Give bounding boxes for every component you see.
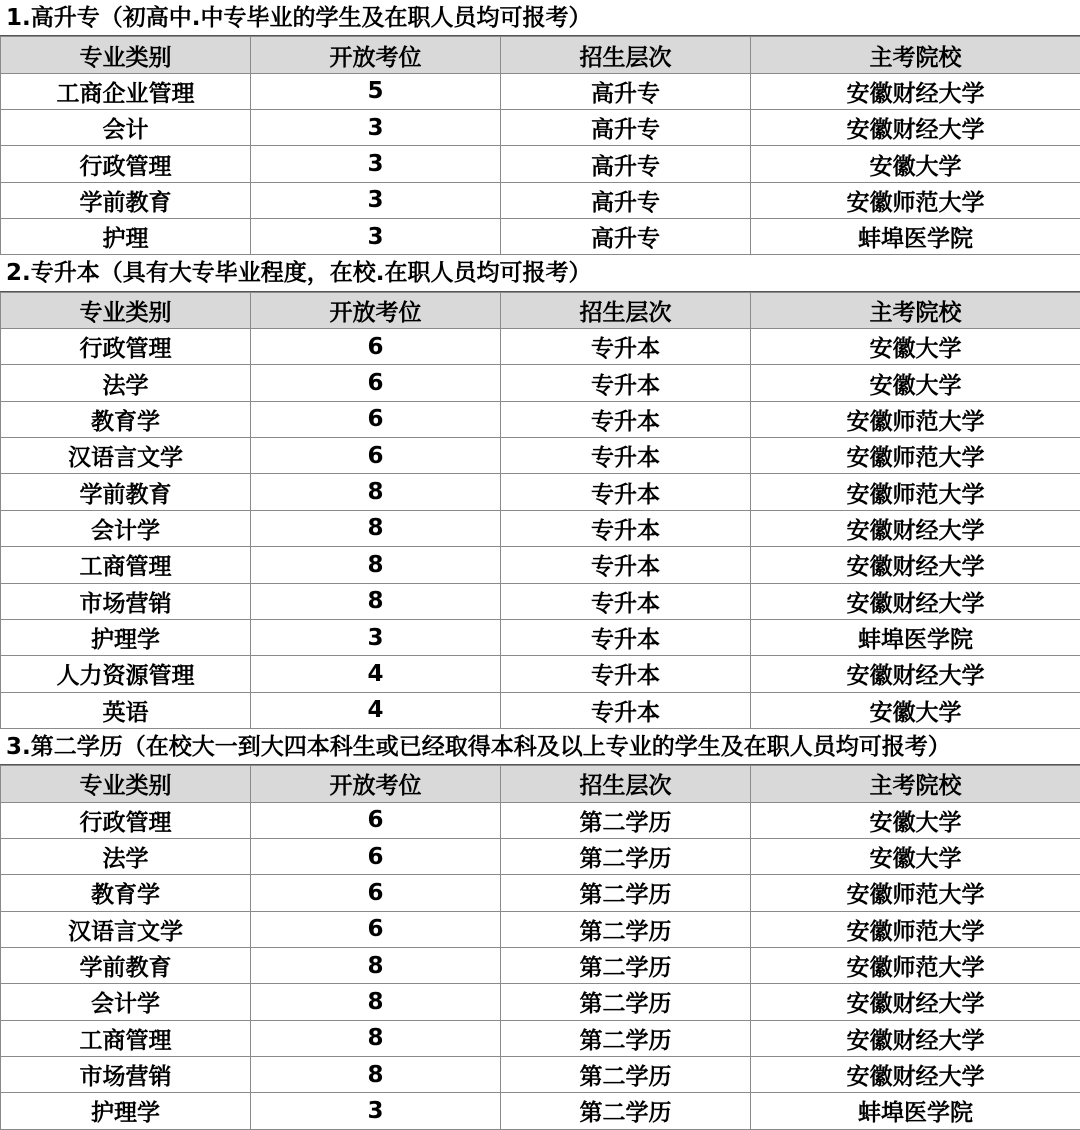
major-cell: 人力资源管理 (1, 656, 251, 692)
table-row (1, 365, 1080, 401)
seats-cell: 8 (251, 1056, 501, 1092)
major-cell: 会计学 (1, 984, 251, 1020)
major-cell: 法学 (1, 365, 251, 401)
school-cell: 安徽大学 (751, 365, 1080, 401)
seats-cell: 6 (251, 875, 501, 911)
column-header: 招生层次 (501, 37, 751, 73)
column-header: 开放考位 (251, 766, 501, 802)
level-cell: 高升专 (501, 146, 751, 182)
table-row (1, 947, 1080, 983)
major-cell: 学前教育 (1, 182, 251, 218)
school-cell: 安徽财经大学 (751, 656, 1080, 692)
major-cell: 护理 (1, 219, 251, 255)
section-table (0, 36, 1080, 255)
column-header: 开放考位 (251, 292, 501, 328)
table-row (1, 329, 1080, 365)
major-cell: 行政管理 (1, 146, 251, 182)
major-cell: 汉语言文学 (1, 438, 251, 474)
table-header-row (1, 766, 1080, 802)
seats-cell: 5 (251, 73, 501, 109)
table-row (1, 219, 1080, 255)
seats-cell: 8 (251, 984, 501, 1020)
seats-cell: 3 (251, 182, 501, 218)
table-row (1, 474, 1080, 510)
level-cell: 第二学历 (501, 984, 751, 1020)
table-row (1, 692, 1080, 728)
level-cell: 专升本 (501, 619, 751, 655)
school-cell: 安徽财经大学 (751, 1020, 1080, 1056)
level-cell: 第二学历 (501, 947, 751, 983)
table-row (1, 911, 1080, 947)
major-cell: 法学 (1, 838, 251, 874)
seats-cell: 3 (251, 619, 501, 655)
table-row (1, 110, 1080, 146)
school-cell: 安徽师范大学 (751, 947, 1080, 983)
level-cell: 专升本 (501, 547, 751, 583)
school-cell: 安徽师范大学 (751, 875, 1080, 911)
seats-cell: 3 (251, 146, 501, 182)
level-cell: 第二学历 (501, 838, 751, 874)
level-cell: 高升专 (501, 73, 751, 109)
section-title: 3.第二学历（在校大一到大四本科生或已经取得本科及以上专业的学生及在职人员均可报考） (0, 729, 1080, 765)
seats-cell: 6 (251, 365, 501, 401)
level-cell: 第二学历 (501, 802, 751, 838)
major-cell: 英语 (1, 692, 251, 728)
column-header: 专业类别 (1, 766, 251, 802)
table-row (1, 1056, 1080, 1092)
table-row (1, 438, 1080, 474)
major-cell: 会计 (1, 110, 251, 146)
seats-cell: 8 (251, 547, 501, 583)
major-cell: 工商企业管理 (1, 73, 251, 109)
major-cell: 工商管理 (1, 1020, 251, 1056)
level-cell: 高升专 (501, 110, 751, 146)
level-cell: 第二学历 (501, 1093, 751, 1129)
level-cell: 第二学历 (501, 911, 751, 947)
seats-cell: 8 (251, 947, 501, 983)
level-cell: 专升本 (501, 510, 751, 546)
level-cell: 高升专 (501, 219, 751, 255)
school-cell: 安徽大学 (751, 838, 1080, 874)
major-cell: 教育学 (1, 401, 251, 437)
level-cell: 专升本 (501, 401, 751, 437)
seats-cell: 3 (251, 110, 501, 146)
table-row (1, 146, 1080, 182)
school-cell: 安徽师范大学 (751, 474, 1080, 510)
seats-cell: 8 (251, 583, 501, 619)
column-header: 招生层次 (501, 292, 751, 328)
seats-cell: 6 (251, 401, 501, 437)
school-cell: 安徽师范大学 (751, 401, 1080, 437)
major-cell: 市场营销 (1, 1056, 251, 1092)
section-table (0, 292, 1080, 729)
seats-cell: 6 (251, 838, 501, 874)
school-cell: 安徽师范大学 (751, 182, 1080, 218)
school-cell: 安徽大学 (751, 146, 1080, 182)
school-cell: 安徽财经大学 (751, 583, 1080, 619)
level-cell: 专升本 (501, 656, 751, 692)
major-cell: 教育学 (1, 875, 251, 911)
seats-cell: 6 (251, 438, 501, 474)
seats-cell: 8 (251, 474, 501, 510)
table-header-row (1, 37, 1080, 73)
table-row (1, 619, 1080, 655)
table-row (1, 182, 1080, 218)
level-cell: 专升本 (501, 438, 751, 474)
school-cell: 安徽师范大学 (751, 911, 1080, 947)
major-cell: 工商管理 (1, 547, 251, 583)
level-cell: 专升本 (501, 583, 751, 619)
school-cell: 安徽财经大学 (751, 547, 1080, 583)
seats-cell: 6 (251, 911, 501, 947)
school-cell: 安徽财经大学 (751, 510, 1080, 546)
school-cell: 安徽财经大学 (751, 73, 1080, 109)
school-cell: 蚌埠医学院 (751, 1093, 1080, 1129)
major-cell: 会计学 (1, 510, 251, 546)
table-row (1, 1020, 1080, 1056)
table-row (1, 838, 1080, 874)
seats-cell: 4 (251, 656, 501, 692)
major-cell: 护理学 (1, 1093, 251, 1129)
table-row (1, 656, 1080, 692)
level-cell: 专升本 (501, 474, 751, 510)
table-row (1, 1093, 1080, 1129)
table-row (1, 583, 1080, 619)
column-header: 专业类别 (1, 292, 251, 328)
major-cell: 学前教育 (1, 474, 251, 510)
table-row (1, 984, 1080, 1020)
level-cell: 专升本 (501, 365, 751, 401)
school-cell: 安徽大学 (751, 329, 1080, 365)
table-row (1, 875, 1080, 911)
table-row (1, 510, 1080, 546)
seats-cell: 6 (251, 329, 501, 365)
level-cell: 第二学历 (501, 1056, 751, 1092)
school-cell: 安徽大学 (751, 802, 1080, 838)
table-row (1, 802, 1080, 838)
major-cell: 行政管理 (1, 329, 251, 365)
column-header: 开放考位 (251, 37, 501, 73)
school-cell: 安徽大学 (751, 692, 1080, 728)
school-cell: 安徽财经大学 (751, 1056, 1080, 1092)
seats-cell: 8 (251, 510, 501, 546)
section-table (0, 765, 1080, 1129)
school-cell: 安徽师范大学 (751, 438, 1080, 474)
major-cell: 学前教育 (1, 947, 251, 983)
school-cell: 蚌埠医学院 (751, 619, 1080, 655)
major-cell: 市场营销 (1, 583, 251, 619)
section-title: 2.专升本（具有大专毕业程度，在校.在职人员均可报考） (0, 255, 1080, 291)
column-header: 主考院校 (751, 37, 1080, 73)
seats-cell: 3 (251, 1093, 501, 1129)
table-header-row (1, 292, 1080, 328)
level-cell: 专升本 (501, 329, 751, 365)
table-row (1, 547, 1080, 583)
table-row (1, 73, 1080, 109)
school-cell: 安徽财经大学 (751, 110, 1080, 146)
column-header: 主考院校 (751, 766, 1080, 802)
level-cell: 专升本 (501, 692, 751, 728)
seats-cell: 3 (251, 219, 501, 255)
school-cell: 蚌埠医学院 (751, 219, 1080, 255)
school-cell: 安徽财经大学 (751, 984, 1080, 1020)
seats-cell: 6 (251, 802, 501, 838)
seats-cell: 4 (251, 692, 501, 728)
major-cell: 汉语言文学 (1, 911, 251, 947)
column-header: 专业类别 (1, 37, 251, 73)
level-cell: 高升专 (501, 182, 751, 218)
major-cell: 护理学 (1, 619, 251, 655)
section-title: 1.高升专（初高中.中专毕业的学生及在职人员均可报考） (0, 0, 1080, 36)
level-cell: 第二学历 (501, 1020, 751, 1056)
seats-cell: 8 (251, 1020, 501, 1056)
major-cell: 行政管理 (1, 802, 251, 838)
column-header: 招生层次 (501, 766, 751, 802)
table-row (1, 401, 1080, 437)
column-header: 主考院校 (751, 292, 1080, 328)
level-cell: 第二学历 (501, 875, 751, 911)
